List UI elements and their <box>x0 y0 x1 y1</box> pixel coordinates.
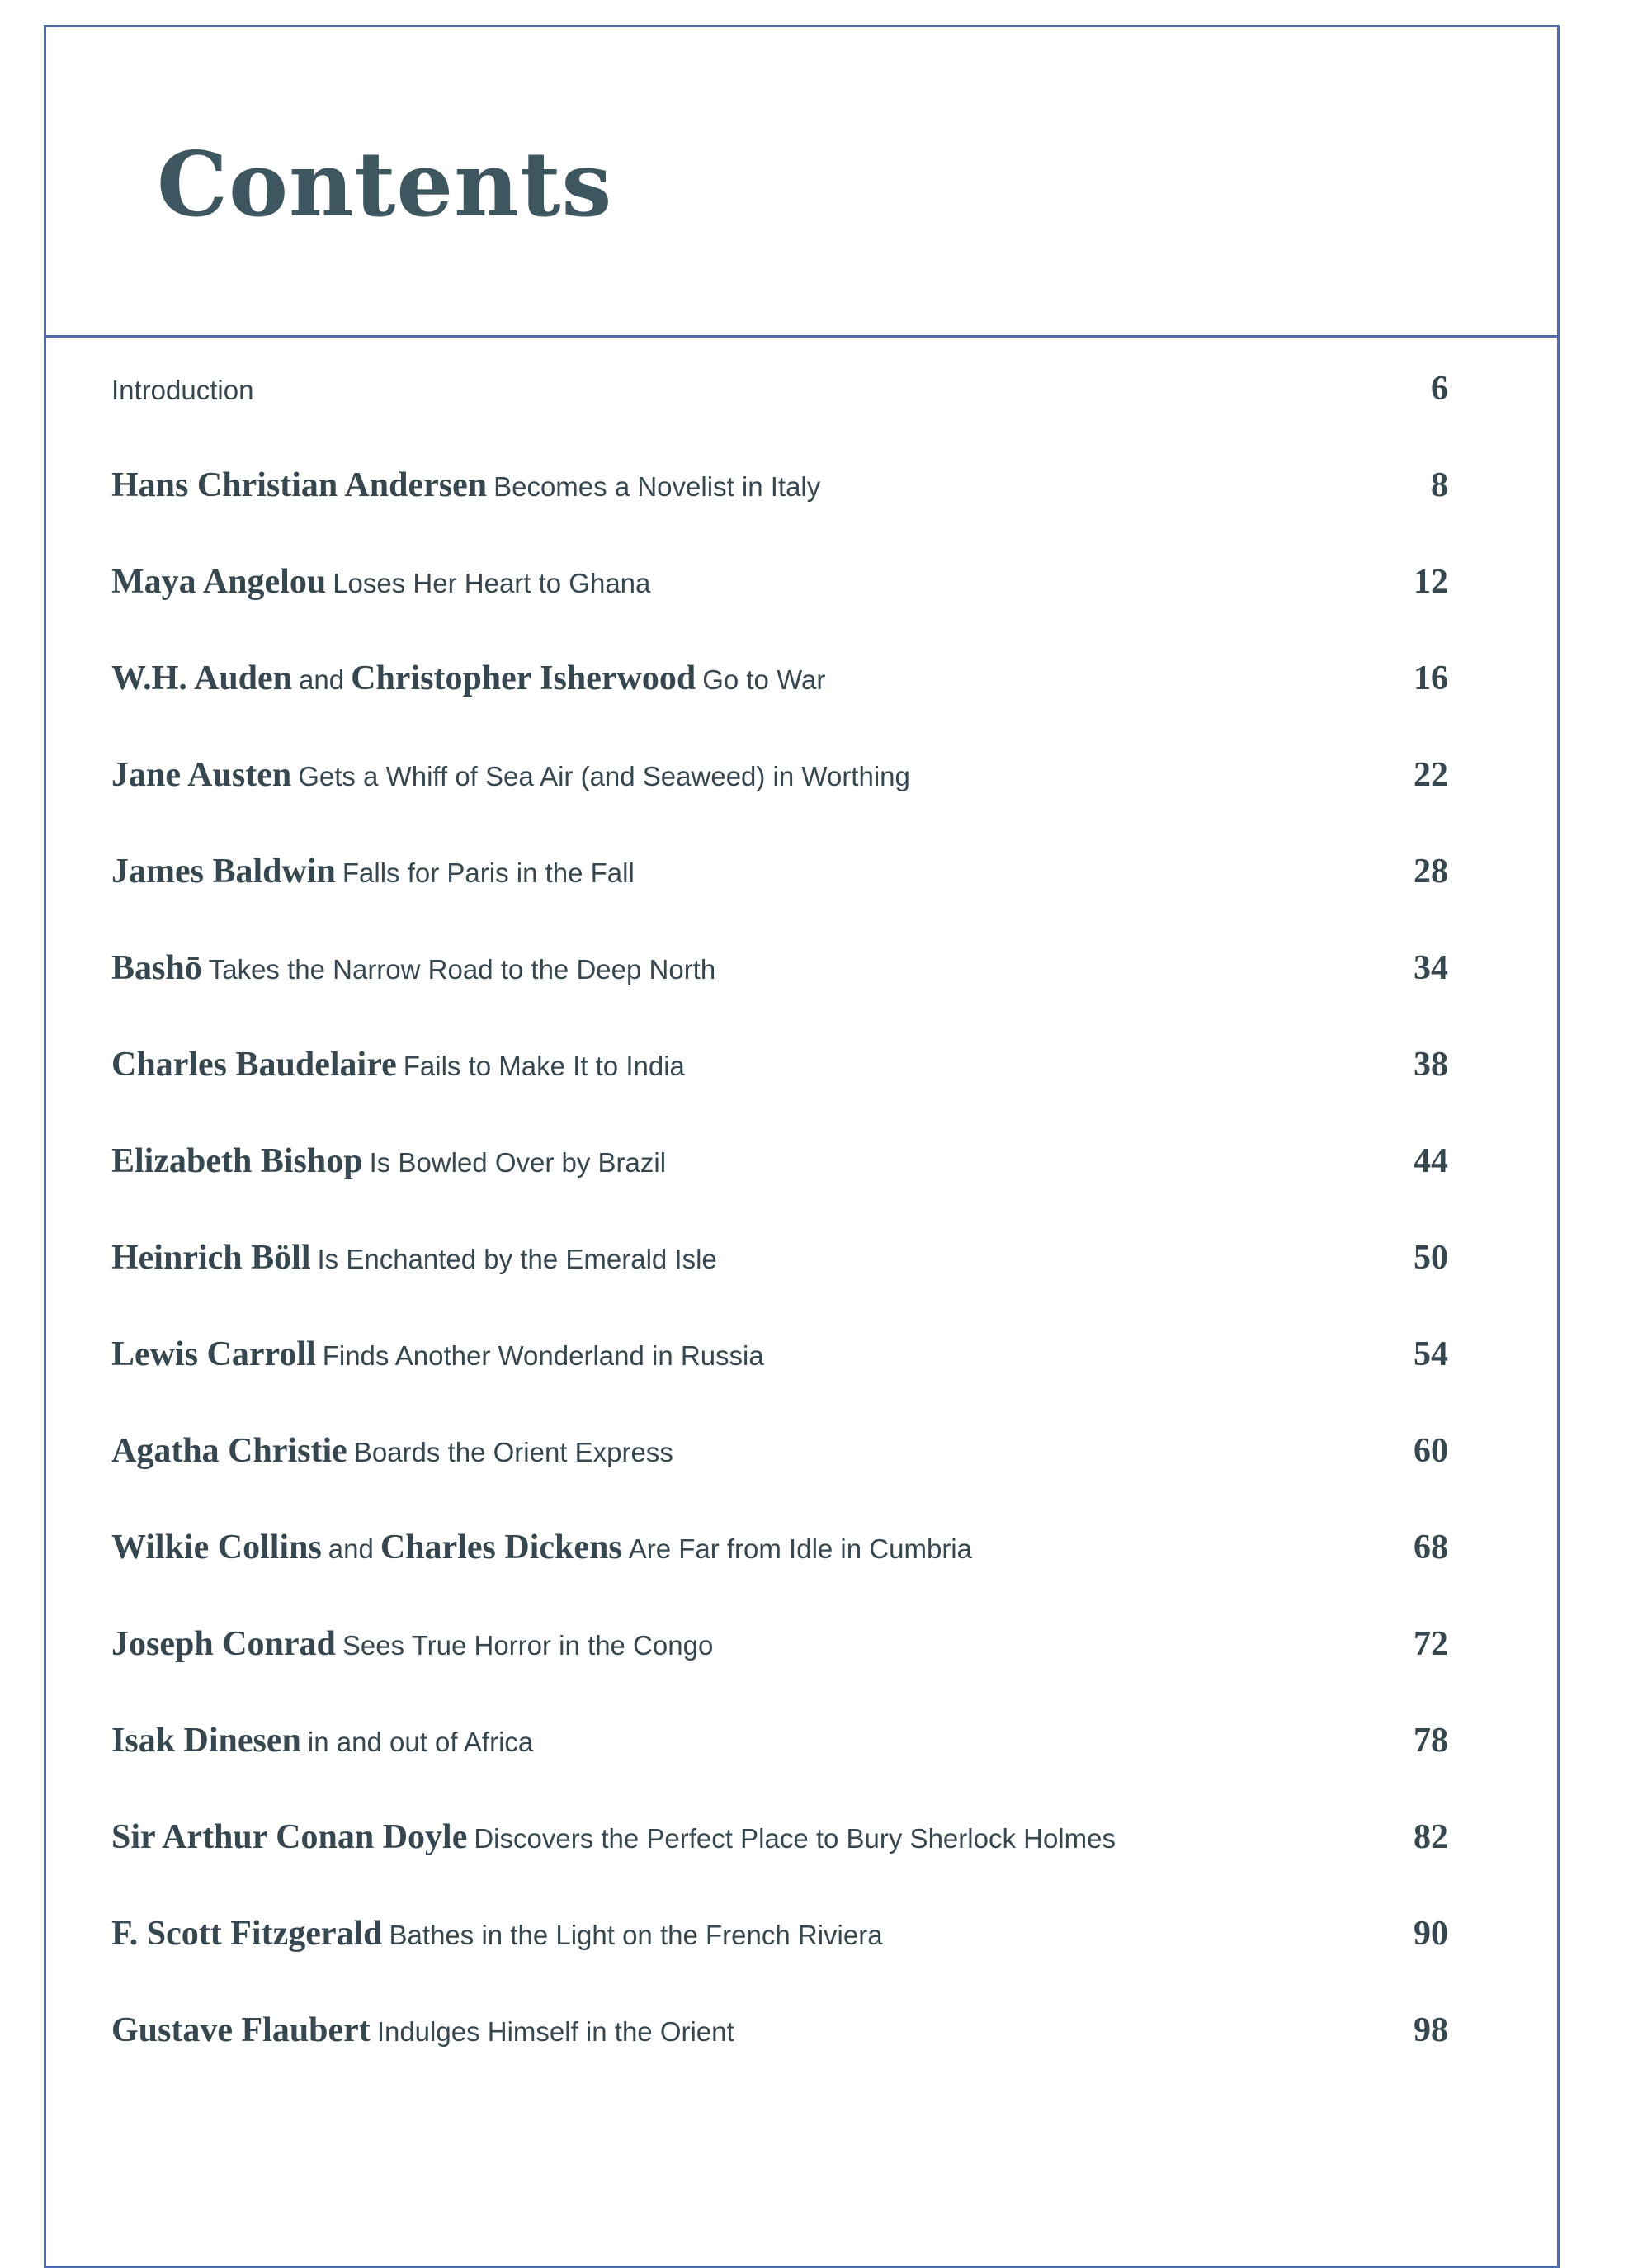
entry-text <box>111 1238 717 1278</box>
page-number: 54 <box>1414 1335 1448 1373</box>
entry-text <box>111 465 820 505</box>
toc-entry-introduction[interactable] <box>111 369 1448 465</box>
entry-description: Discovers the Perfect Place to Bury Sherlock Holmes <box>474 1823 1116 1854</box>
entry-text <box>111 1335 764 1374</box>
entry-description: Becomes a Novelist in Italy <box>493 471 821 502</box>
author-name: James Baldwin <box>111 853 336 891</box>
entry-text <box>111 659 825 698</box>
author-name: Heinrich Böll <box>111 1239 311 1277</box>
toc-entry[interactable] <box>111 1528 1448 1624</box>
entry-text <box>111 1914 883 1954</box>
author-name: Gustave Flaubert <box>111 2011 371 2049</box>
entry-description: Takes the Narrow Road to the Deep North <box>208 954 716 985</box>
entry-description: Are Far from Idle in Cumbria <box>628 1533 972 1564</box>
toc-entry[interactable] <box>111 1335 1448 1431</box>
author-name: Sir Arthur Conan Doyle <box>111 1818 468 1856</box>
author-name: Isak Dinesen <box>111 1722 301 1760</box>
page-number: 50 <box>1414 1239 1448 1277</box>
author-name: Jane Austen <box>111 756 292 794</box>
entry-description: Falls for Paris in the Fall <box>342 858 635 888</box>
entry-description: Is Bowled Over by Brazil <box>369 1147 667 1178</box>
toc-entry[interactable] <box>111 1141 1448 1238</box>
entry-text <box>111 1721 533 1760</box>
entry-text <box>111 1817 1116 1857</box>
toc-entry[interactable] <box>111 1431 1448 1528</box>
toc-entry[interactable] <box>111 562 1448 659</box>
author-name: Lewis Carroll <box>111 1335 316 1373</box>
toc-entry[interactable] <box>111 659 1448 755</box>
entry-description: in and out of Africa <box>307 1727 534 1757</box>
page-number: 8 <box>1431 466 1448 504</box>
author-name: Wilkie Collins <box>111 1529 322 1566</box>
entry-text <box>111 852 635 891</box>
toc-entry[interactable] <box>111 852 1448 948</box>
header-band <box>46 27 1557 338</box>
entry-description: Fails to Make It to India <box>403 1051 685 1081</box>
entry-description: Go to War <box>702 664 826 695</box>
page-number: 6 <box>1431 370 1448 408</box>
author-name: Joseph Conrad <box>111 1625 336 1663</box>
author-name: Agatha Christie <box>111 1432 347 1470</box>
page-number: 72 <box>1414 1625 1448 1663</box>
toc-entry[interactable] <box>111 1914 1448 2010</box>
author-name: Hans Christian Andersen <box>111 466 488 504</box>
entry-text <box>111 375 253 406</box>
second-author-name: Christopher Isherwood <box>351 659 696 697</box>
author-name: Elizabeth Bishop <box>111 1142 363 1180</box>
entry-description: Boards the Orient Express <box>353 1437 673 1467</box>
toc-entry[interactable] <box>111 1817 1448 1914</box>
second-author-name: Charles Dickens <box>380 1529 622 1566</box>
entry-text <box>111 1624 713 1664</box>
page-title: Contents <box>157 133 613 237</box>
entry-description: Bathes in the Light on the French Riviera <box>389 1920 883 1950</box>
author-name: F. Scott Fitzgerald <box>111 1915 383 1953</box>
entry-text <box>111 1528 972 1567</box>
entry-text <box>111 755 910 795</box>
page-number: 60 <box>1414 1432 1448 1470</box>
entry-text <box>111 2010 734 2050</box>
entry-description: Gets a Whiff of Sea Air (and Seaweed) in Worthing <box>298 761 910 791</box>
author-name: Charles Baudelaire <box>111 1046 397 1084</box>
entry-description: Indulges Himself in the Orient <box>376 2016 734 2047</box>
conjunction: and <box>299 664 345 695</box>
page-number: 38 <box>1414 1046 1448 1084</box>
toc-entry[interactable] <box>111 1721 1448 1817</box>
toc-entry[interactable] <box>111 465 1448 562</box>
author-name: W.H. Auden <box>111 659 293 697</box>
entry-text <box>111 948 715 988</box>
toc-entry[interactable] <box>111 1045 1448 1141</box>
toc-entry[interactable] <box>111 948 1448 1045</box>
entry-description: Finds Another Wonderland in Russia <box>322 1340 764 1371</box>
entry-description: Is Enchanted by the Emerald Isle <box>317 1244 717 1274</box>
page-number: 12 <box>1414 563 1448 601</box>
page-number: 90 <box>1414 1915 1448 1953</box>
entry-text <box>111 562 650 602</box>
page-number: 44 <box>1414 1142 1448 1180</box>
page-number: 78 <box>1414 1722 1448 1760</box>
page-number: 82 <box>1414 1818 1448 1856</box>
page-number: 16 <box>1414 659 1448 697</box>
entry-description: Sees True Horror in the Congo <box>342 1630 714 1661</box>
toc-entry[interactable] <box>111 755 1448 852</box>
entry-label: Introduction <box>111 375 254 405</box>
toc-entry[interactable] <box>111 2010 1448 2107</box>
entry-text <box>111 1431 673 1471</box>
page-number: 28 <box>1414 853 1448 891</box>
page-number: 98 <box>1414 2011 1448 2049</box>
page-number: 34 <box>1414 949 1448 987</box>
toc-entry[interactable] <box>111 1238 1448 1335</box>
author-name: Maya Angelou <box>111 563 327 601</box>
table-of-contents <box>111 369 1448 2107</box>
page-number: 22 <box>1414 756 1448 794</box>
page-number: 68 <box>1414 1529 1448 1566</box>
toc-entry[interactable] <box>111 1624 1448 1721</box>
conjunction: and <box>328 1533 374 1564</box>
author-name: Bashō <box>111 949 202 987</box>
entry-description: Loses Her Heart to Ghana <box>333 568 651 598</box>
entry-text <box>111 1045 685 1084</box>
entry-text <box>111 1141 666 1181</box>
